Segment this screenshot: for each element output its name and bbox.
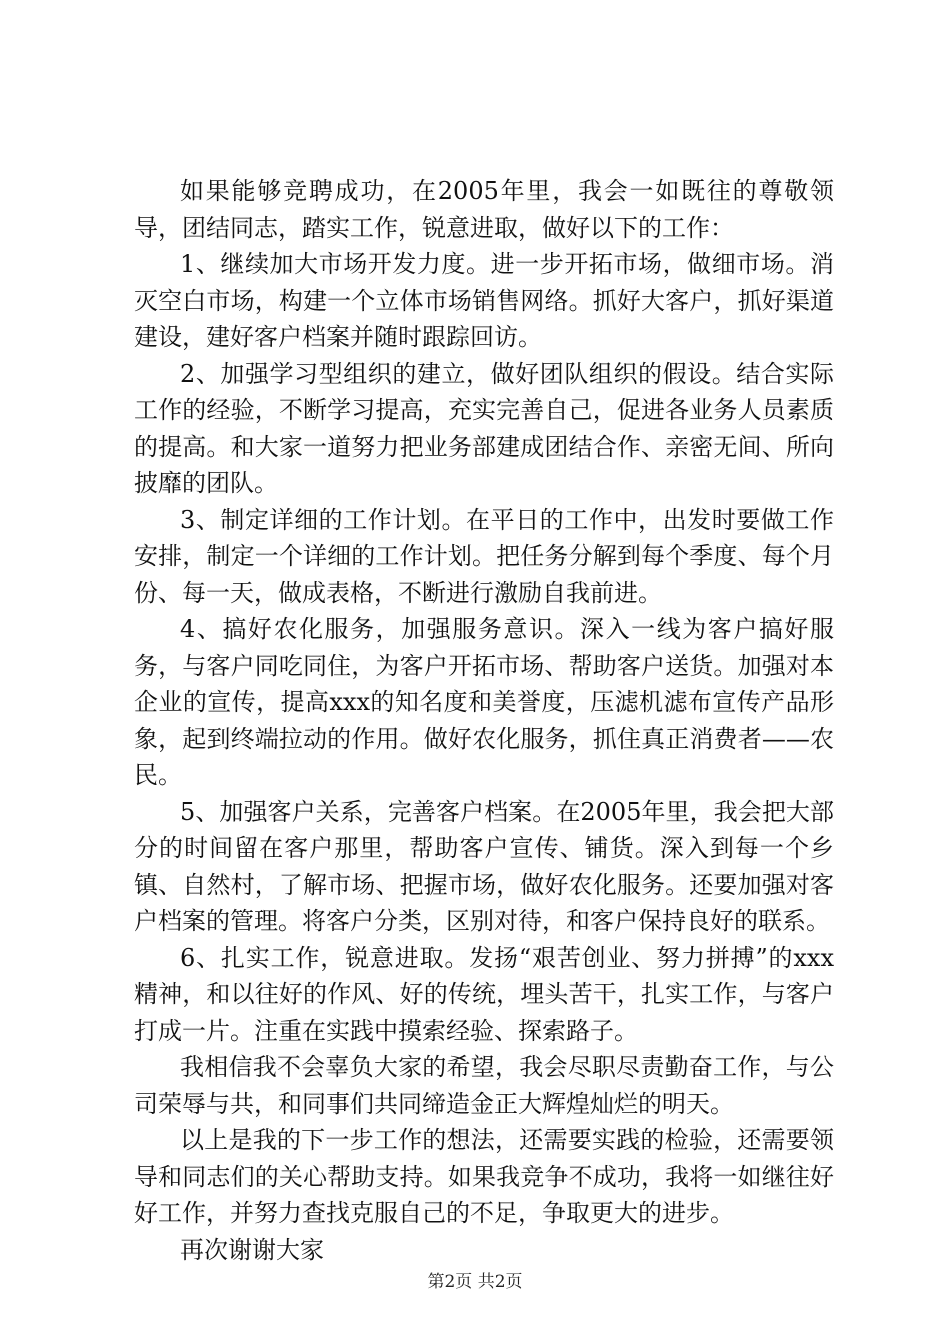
page-number-footer: 第2页 共2页 — [427, 1272, 523, 1292]
paragraph-thanks: 再次谢谢大家 — [180, 1235, 324, 1264]
paragraph-intro: 如果能够竞聘成功，在2005年里，我会一如既往的尊敬领导，团结同志，踏实工作，锐意进取，做好以下的工作： — [134, 177, 834, 242]
paragraph-commitment: 我相信我不会辜负大家的希望，我会尽职尽责勤奋工作，与公司荣辱与共，和同事们共同缔造金正大辉煌灿烂的明天。 — [134, 1053, 834, 1118]
paragraph-closing: 以上是我的下一步工作的想法，还需要实践的检验，还需要领导和同志们的关心帮助支持。如果我竞争不成功，我将一如继往好好工作，并努力查找克服自己的不足，争取更大的进步。 — [134, 1126, 834, 1227]
document-body — [134, 173, 834, 1268]
paragraph-item-5: 5、加强客户关系，完善客户档案。在2005年里，我会把大部分的时间留在客户那里，帮助客户宣传、铺货。深入到每一个乡镇、自然村，了解市场、把握市场，做好农化服务。还要加强对客户档案的管理。将客户分类，区别对待，和客户保持良好的联系。 — [134, 797, 834, 935]
paragraph-item-3: 3、制定详细的工作计划。在平日的工作中，出发时要做工作安排，制定一个详细的工作计划。把任务分解到每个季度、每个月份、每一天，做成表格，不断进行激励自我前进。 — [134, 505, 834, 607]
paragraph-item-4: 4、搞好农化服务，加强服务意识。深入一线为客户搞好服务，与客户同吃同住，为客户开拓市场、帮助客户送货。加强对本企业的宣传，提高xxx的知名度和美誉度，压滤机滤布宣传产品形象，起到终端拉动的作用。做好农化服务，抓住真正消费者——农民。 — [134, 615, 834, 789]
paragraph-item-1: 1、继续加大市场开发力度。进一步开拓市场，做细市场。消灭空白市场，构建一个立体市场销售网络。抓好大客户，抓好渠道建设，建好客户档案并随时跟踪回访。 — [134, 250, 834, 351]
paragraph-item-6: 6、扎实工作，锐意进取。发扬“艰苦创业、努力拼搏”的xxx精神，和以往好的作风、好的传统，埋头苦干，扎实工作，与客户打成一片。注重在实践中摸索经验、探索路子。 — [134, 943, 834, 1045]
paragraph-item-2: 2、加强学习型组织的建立，做好团队组织的假设。结合实际工作的经验，不断学习提高，充实完善自己，促进各业务人员素质的提高。和大家一道努力把业务部建成团结合作、亲密无间、所向披靡的团队。 — [134, 359, 834, 497]
